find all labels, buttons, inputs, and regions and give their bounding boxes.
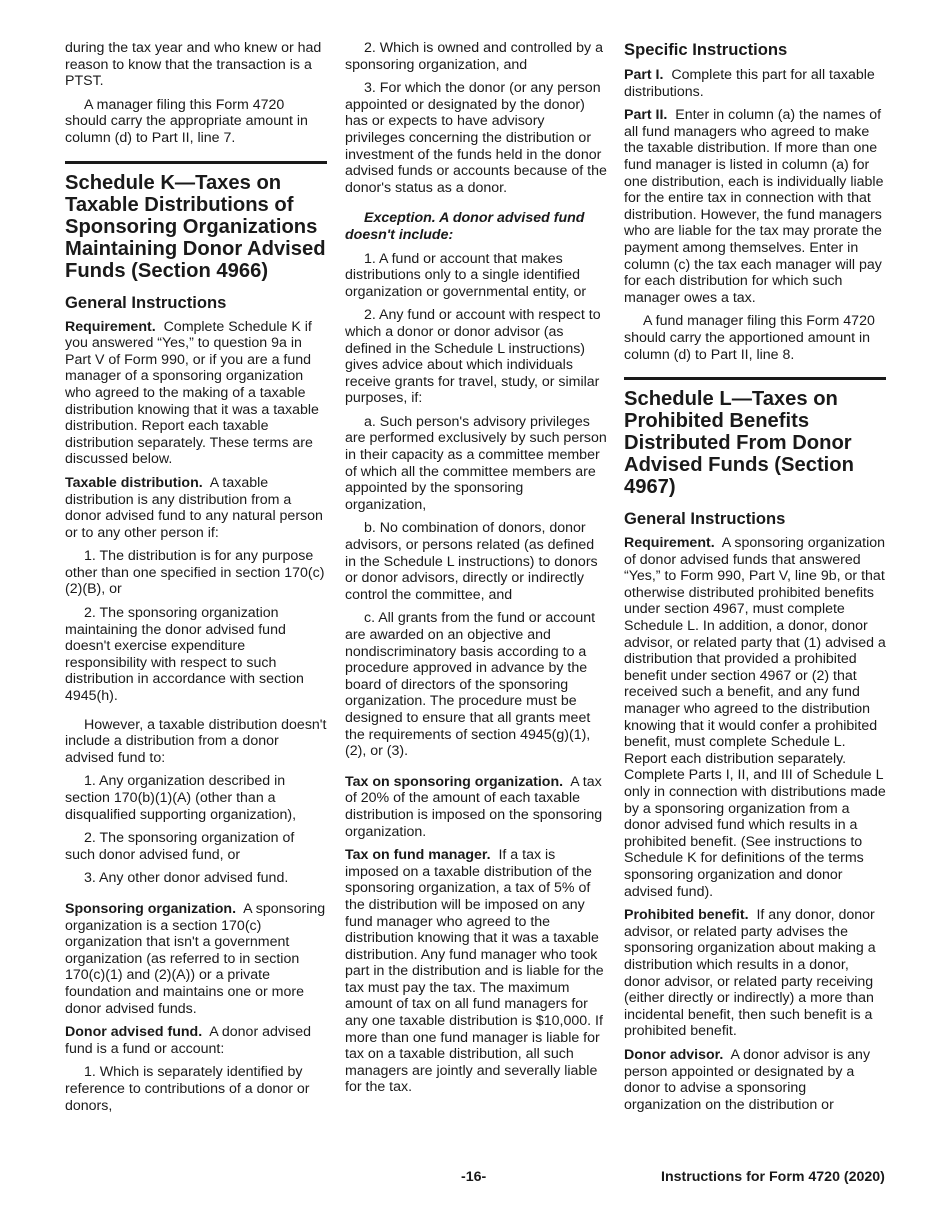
section-divider — [65, 161, 327, 164]
taxable-distribution-text: A taxable distribution is any distribution from a donor advised fund to any natural person or to any other person if: — [65, 474, 323, 541]
part-1-label: Part I. — [624, 67, 664, 83]
list-item: 3. For which the donor (or any person appointed or designated by the donor) has or expects to have advisory privileges concerning the distribution or investment of the funds held in the donor advised funds or accounts because of the donor's status as a donor. — [345, 80, 607, 196]
sponsoring-organization-label: Sponsoring organization. — [65, 900, 237, 917]
list-item: b. No combination of donors, donor advisors, or persons related (as defined in the Schedule L instructions) to donors or donor advisors, directly or indirectly control the committee, and — [345, 520, 598, 603]
tax-on-fund-manager-label: Tax on fund manager. — [345, 847, 491, 864]
sponsoring-organization-text: A sponsoring organization is a section 170(c) organization that isn't a government organization (as referred to in section 170(c)(1) and (2)(A)) or a private foundation and maintains one or more donor advised funds. — [65, 900, 326, 1017]
part-1-paragraph — [624, 67, 886, 100]
list-item: 1. Any organization described in section 170(b)(1)(A) (other than a disqualified supporting organization), — [65, 773, 297, 823]
page-number: -16- — [461, 1169, 487, 1185]
donor-advised-fund-paragraph — [65, 1024, 327, 1057]
list-item: 2. The sponsoring organization maintaining the donor advised fund doesn't exercise expenditure responsibility with respect to such distribution in accordance with section 4945(h). — [65, 605, 304, 705]
section-divider — [624, 377, 886, 380]
part-2-text: Enter in column (a) the names of all fund managers who agreed to make the taxable distribution. If more than one fund manager is listed in column (a) for one distribution, each is individually liable for the entire tax in connection with that distribution. However, the fund managers who are liable for the tax may prorate the payment among themselves. Enter in column (c) the tax each manager will pay for each distribution for which such manager owes a tax. — [624, 107, 884, 306]
schedule-l-heading: Schedule L—Taxes on Prohibited Benefits Distributed From Donor Advised Funds (Section 4967) — [624, 388, 854, 499]
prohibited-benefit-label: Prohibited benefit. — [624, 907, 749, 924]
part-1-text: Complete this part for all taxable distributions. — [624, 67, 875, 100]
list-item: 1. Which is separately identified by reference to contributions of a donor or donors, — [65, 1064, 310, 1114]
requirement-label: Requirement. — [65, 318, 156, 335]
donor-advisor-label: Donor advisor. — [624, 1046, 724, 1063]
part-2-paragraph — [624, 107, 886, 306]
list-item: 2. Which is owned and controlled by a sponsoring organization, and — [345, 40, 603, 73]
paragraph: during the tax year and who knew or had reason to know that the transaction is a PTST. — [65, 40, 322, 90]
general-instructions-heading: General Instructions — [624, 509, 786, 529]
tax-on-sponsoring-org-paragraph — [345, 774, 607, 840]
prohibited-benefit-text: If any donor, donor advisor, or related party advises the sponsoring organization about making a distribution which results in a donor, donor advisor, or related party receiving (either directly or indirectly) a more than incidental benefit, then such benefit is a prohibited benefit. — [624, 907, 876, 1040]
list-item: 3. Any other donor advised fund. — [84, 870, 289, 887]
sponsoring-organization-paragraph — [65, 901, 327, 1017]
requirement-text: A sponsoring organization of donor advised funds that answered “Yes,” to Form 990, Part V, line 9b, or that otherwise distributed prohibited benefits under section 4967, must complete Schedule L. In addition, a donor, donor advisor, or related party that (1) advised a distribution that provided a prohibited benefit under section 4967 or (2) that received such a benefit, and any fund manager who agreed to the distribution knowing that it would confer a prohibited benefit, must complete Schedule L. Report each distribution separately. Complete Parts I, II, and III of Schedule L only in connection with distributions made by a sponsoring organization from a donor advised fund which results in a prohibited benefit. (See instructions to Schedule K for definitions of the terms sponsoring organization and donor advised fund). — [624, 535, 886, 900]
tax-on-sponsoring-org-text: A tax of 20% of the amount of each taxable distribution is imposed on the sponsoring organization. — [345, 773, 603, 840]
part-2-label: Part II. — [624, 107, 668, 124]
tax-on-fund-manager-text: If a tax is imposed on a taxable distribution of the sponsoring organization, a tax of 5% of the distribution will be imposed on any fund manager who agreed to the distribution knowing that it was a taxable distribution. Any fund manager who took part in the distribution and is liable for the tax must pay the tax. The maximum amount of tax on all fund managers for any one taxable distribution is $10,000. If more than one fund manager is liable for tax on a taxable distribution, all such managers are jointly and severally liable for the tax. — [345, 847, 604, 1096]
general-instructions-heading: General Instructions — [65, 292, 227, 312]
list-item: 1. The distribution is for any purpose other than one specified in section 170(c)(2)(B), or — [65, 548, 325, 598]
column-2 — [345, 40, 607, 1103]
donor-advised-fund-label: Donor advised fund. — [65, 1024, 203, 1041]
paragraph: A fund manager filing this Form 4720 should carry the apportioned amount in column (d) to Part II, line 8. — [624, 313, 875, 363]
list-item: 1. A fund or account that makes distributions only to a single identified organization or governmental entity, or — [345, 250, 587, 300]
requirement-paragraph — [65, 319, 327, 468]
list-item: 2. The sponsoring organization of such donor advised fund, or — [65, 830, 295, 863]
tax-on-sponsoring-org-label: Tax on sponsoring organization. — [345, 773, 564, 790]
requirement-label: Requirement. — [624, 535, 715, 552]
donor-advisor-paragraph — [624, 1047, 886, 1113]
taxable-distribution-paragraph — [65, 475, 327, 541]
list-item: c. All grants from the fund or account are awarded on an objective and nondiscriminatory basis according to a procedure approved in advance by the board of directors of the sponsoring organization. The procedure must be designed to ensure that all grants meet the requirements of section 4945(g)(1), (2), or (3). — [345, 610, 596, 760]
footer-form-title: Instructions for Form 4720 (2020) — [661, 1169, 885, 1185]
donor-advised-fund-text: A donor advised fund is a fund or account: — [65, 1024, 312, 1057]
paragraph: However, a taxable distribution doesn't include a distribution from a donor advised fund to: — [65, 716, 327, 766]
exception-heading: Exception. A donor advised fund doesn't include: — [345, 210, 585, 243]
paragraph: A manager filing this Form 4720 should carry the appropriate amount in column (d) to Part II, line 7. — [65, 96, 308, 146]
list-item: 2. Any fund or account with respect to which a donor or donor advisor (as defined in the Schedule L instructions) gives advice about which individuals receive grants for travel, study, or similar purposes, if: — [345, 307, 601, 407]
specific-instructions-heading: Specific Instructions — [624, 40, 788, 59]
requirement-text: Complete Schedule K if you answered “Yes,” to question 9a in Part V of Form 990, or if you are a fund manager of a sponsoring organization who agreed to the making of a taxable distribution knowing that it was a taxable distribution. Report each taxable distribution separately. These terms are discussed below. — [65, 318, 319, 468]
donor-advisor-text: A donor advisor is any person appointed or designated by a donor to advise a sponsoring organization on the distribution or — [624, 1046, 871, 1113]
column-1 — [65, 40, 327, 1121]
tax-on-fund-manager-paragraph — [345, 847, 607, 1096]
column-3 — [624, 40, 886, 1120]
schedule-k-heading: Schedule K—Taxes on Taxable Distributions of Sponsoring Organizations Maintaining Donor Advised Funds (Section 4966) — [65, 171, 326, 282]
requirement-paragraph — [624, 535, 886, 900]
prohibited-benefit-paragraph — [624, 907, 886, 1040]
taxable-distribution-label: Taxable distribution. — [65, 474, 203, 491]
list-item: a. Such person's advisory privileges are performed exclusively by such person in their capacity as a committee member of which all the committee members are appointed by the sponsoring organization, — [345, 413, 607, 513]
